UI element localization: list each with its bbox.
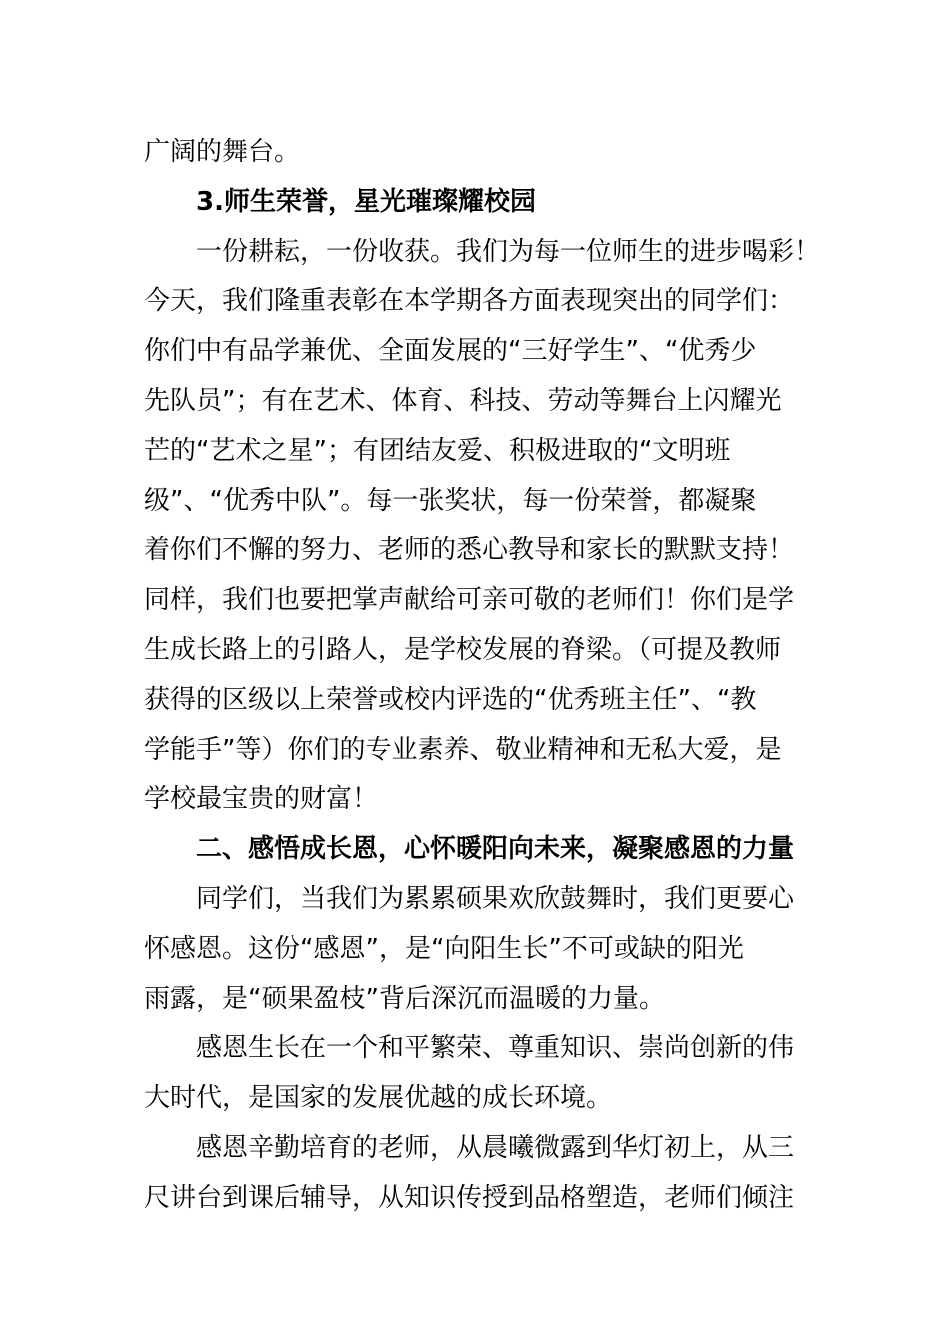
text-line: 学能手”等）你们的专业素养、敬业精神和无私大爱，是 bbox=[144, 734, 782, 765]
text-line: 广阔的舞台。 bbox=[144, 137, 301, 167]
text-line: 获得的区级以上荣誉或校内评选的“优秀班主任”、“教 bbox=[144, 684, 757, 715]
text-line: 生成长路上的引路人，是学校发展的脊梁。（可提及教师 bbox=[144, 634, 782, 665]
document-body bbox=[144, 128, 821, 1224]
text-line: 级”、“优秀中队”。每一张奖状，每一份荣誉，都凝聚 bbox=[144, 485, 757, 516]
text-line: 尺讲台到课后辅导，从知识传授到品格塑造，老师们倾注 bbox=[144, 1182, 795, 1213]
text-line: 先队员”；有在艺术、体育、科技、劳动等舞台上闪耀光 bbox=[144, 385, 782, 416]
section-heading: 二、感悟成长恩，心怀暖阳向未来，凝聚感恩的力量 bbox=[196, 834, 795, 865]
text-line: 着你们不懈的努力、老师的悉心教导和家长的默默支持！ bbox=[144, 535, 795, 566]
text-line: 今天，我们隆重表彰在本学期各方面表现突出的同学们： bbox=[144, 286, 795, 317]
text-line: 雨露，是“硕果盈枝”背后深沉而温暖的力量。 bbox=[144, 983, 665, 1014]
text-line: 感恩辛勤培育的老师，从晨曦微露到华灯初上，从三 bbox=[196, 1132, 795, 1163]
text-line: 同学们，当我们为累累硕果欢欣鼓舞时，我们更要心 bbox=[196, 883, 795, 914]
section-heading: 3.师生荣誉，星光璀璨耀校园 bbox=[196, 186, 536, 217]
text-line: 同样，我们也要把掌声献给可亲可敬的老师们！你们是学 bbox=[144, 585, 795, 616]
text-line: 你们中有品学兼优、全面发展的“三好学生”、“优秀少 bbox=[144, 336, 757, 367]
text-line: 怀感恩。这份“感恩”，是“向阳生长”不可或缺的阳光 bbox=[144, 933, 744, 964]
text-line: 一份耕耘，一份收获。我们为每一位师生的进步喝彩！ bbox=[196, 236, 821, 267]
text-line: 感恩生长在一个和平繁荣、尊重知识、崇尚创新的伟 bbox=[196, 1033, 795, 1064]
text-line: 芒的“艺术之星”；有团结友爱、积极进取的“文明班 bbox=[144, 435, 731, 466]
text-line: 大时代，是国家的发展优越的成长环境。 bbox=[144, 1083, 613, 1114]
text-line: 学校最宝贵的财富！ bbox=[144, 784, 379, 815]
